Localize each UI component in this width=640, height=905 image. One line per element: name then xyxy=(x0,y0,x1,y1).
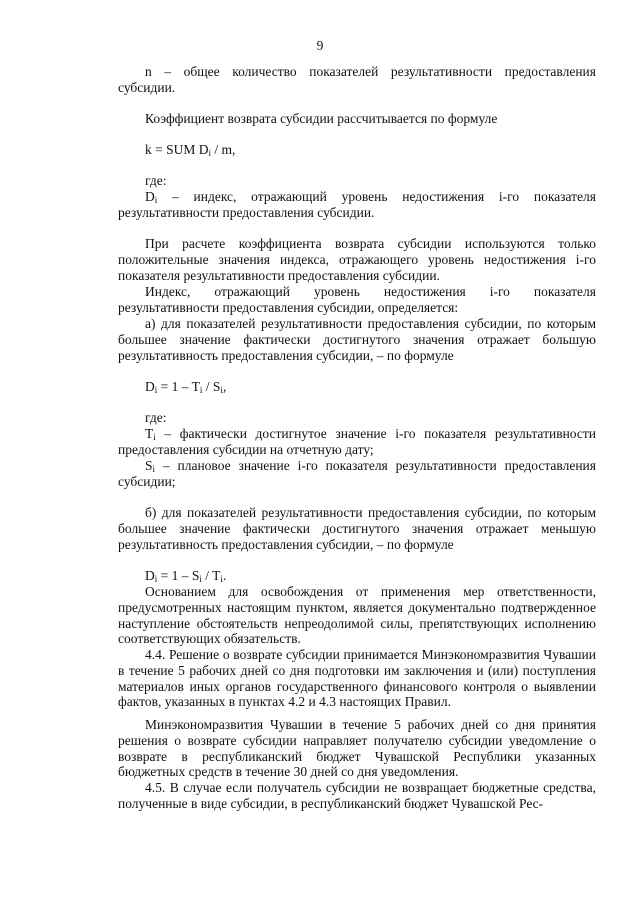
paragraph: n – общее количество показателей результативности предоставления субсидии. xyxy=(118,64,596,95)
paragraph xyxy=(118,426,596,458)
text-run: где: xyxy=(145,173,167,188)
subscript: i xyxy=(152,464,156,474)
text-run: – индекс, отражающий уровень недостижения i-го показателя результативности предоставления субсидии. xyxy=(118,189,596,220)
paragraph: Коэффициент возврата субсидии рассчитывается по формуле xyxy=(145,111,498,126)
paragraph xyxy=(118,189,596,221)
text-run: D xyxy=(145,189,155,204)
text-run: , xyxy=(222,379,227,394)
formula-line xyxy=(145,410,166,426)
page-number: 9 xyxy=(316,38,324,53)
paragraph: 4.4. Решение о возврате субсидии принимается Минэкономразвития Чувашии в течение 5 рабочих дней со дня подготовки им заключения и (или) поступления материалов иных органов государственного финансового контроля о выявлении фактов, указанных в пунктах 4.2 и 4.3 настоящих Правил. xyxy=(118,647,596,710)
subscript: i xyxy=(220,574,223,584)
paragraph: При расчете коэффициента возврата субсидии используются только положительные значения индекса, отражающего уровень недостижения i-го показателя результативности предоставления субсидии. xyxy=(118,236,596,283)
text-run: k = SUM D xyxy=(145,142,209,157)
subscript: i xyxy=(220,385,223,395)
text-run: – плановое значение i-го показателя результативности предоставления субсидии; xyxy=(118,458,596,489)
paragraph: б) для показателей результативности предоставления субсидии, по которым большее значение фактически достигнутого значения отражает меньшую результативность предоставления субсидии, – по формуле xyxy=(118,505,596,552)
subscript: i xyxy=(154,385,158,395)
text-run: T xyxy=(145,426,154,441)
subscript: i xyxy=(154,195,158,205)
formula-line xyxy=(145,379,226,395)
subscript: i xyxy=(153,432,156,442)
subscript: i xyxy=(154,574,158,584)
text-run: = 1 – S xyxy=(157,568,200,583)
paragraph: 4.5. В случае если получатель субсидии не возвращает бюджетные средства, полученные в виде субсидии, в республиканский бюджет Чувашской Рес- xyxy=(118,780,596,811)
text-run: где: xyxy=(145,410,167,425)
paragraph: Минэкономразвития Чувашии в течение 5 рабочих дней со дня принятия решения о возврате субсидии направляет получателю субсидии уведомление о возврате в республиканский бюджет Чувашской Республики указанных бюджетных средств в течение 30 дней со дня уведомления. xyxy=(118,717,596,780)
text-run: . xyxy=(222,568,227,583)
paragraph xyxy=(118,458,596,490)
subscript: i xyxy=(199,574,202,584)
formula-line xyxy=(145,142,235,158)
text-run: / S xyxy=(202,379,221,394)
formula-line xyxy=(145,568,226,584)
text-run: / T xyxy=(201,568,221,583)
text-run: D xyxy=(145,379,155,394)
paragraph: Основанием для освобождения от применения мер ответственности, предусмотренных настоящим пунктом, является документально подтвержденное наступление обстоятельств непреодолимой силы, препятствующих исполнению соответствующих обязательств. xyxy=(118,584,596,647)
text-run: D xyxy=(145,568,155,583)
paragraph: а) для показателей результативности предоставления субсидии, по которым большее значение фактически достигнутого значения отражает большую результативность предоставления субсидии, – по формуле xyxy=(118,316,596,363)
text-run: = 1 – T xyxy=(157,379,200,394)
text-run: S xyxy=(145,458,153,473)
formula-line xyxy=(145,173,166,189)
text-run: / m, xyxy=(211,142,236,157)
subscript: i xyxy=(199,385,203,395)
subscript: i xyxy=(208,148,212,158)
paragraph: Индекс, отражающий уровень недостижения i-го показателя результативности предоставления субсидии, определяется: xyxy=(118,284,596,315)
text-run: – фактически достигнутое значение i-го показателя результативности предоставления субсидии на отчетную дату; xyxy=(118,426,596,457)
